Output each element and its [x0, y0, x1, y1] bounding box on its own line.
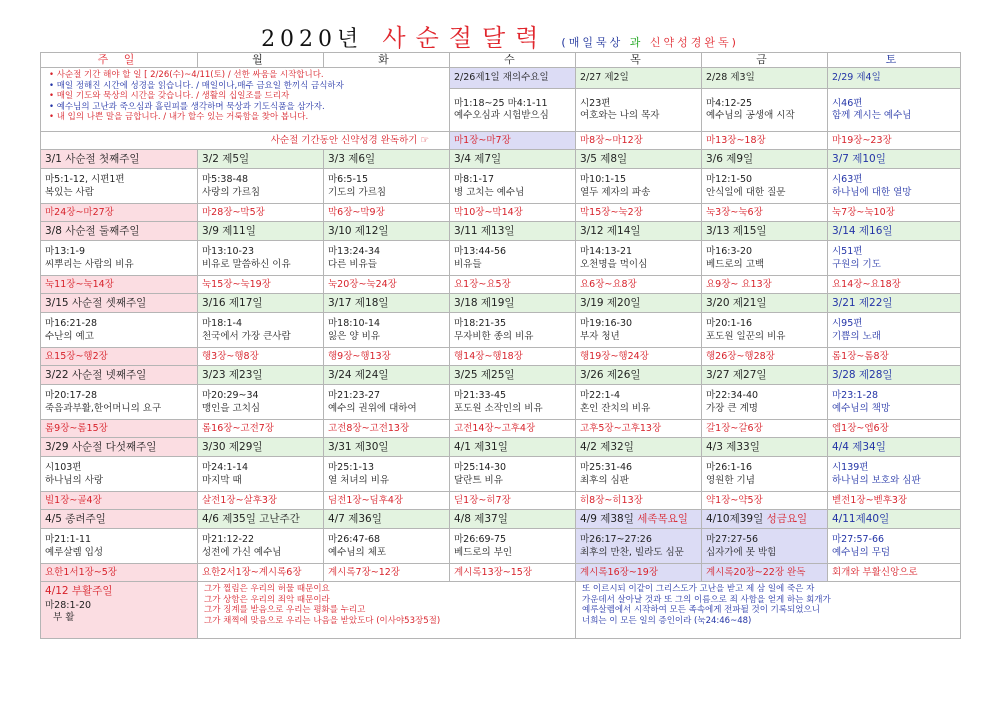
quote-line: 그가 징계를 받음으로 우리는 평화를 누리고 — [204, 605, 366, 615]
day-date: 3/19 제20일 — [576, 294, 702, 313]
day-topic: 마지막 때 — [202, 475, 242, 486]
day-date: 4/5 종려주일 — [41, 510, 198, 529]
weekday-header: 목 — [576, 53, 702, 68]
day-chapters: 행14장~행18장 — [450, 348, 576, 366]
day-chapters: 마13장~18장 — [702, 132, 828, 150]
day-verse: 마20:17-28 — [45, 390, 98, 401]
title-subtitle: (매일묵상 과 신약성경완독) — [561, 36, 739, 49]
day-verse: 시23편 — [580, 98, 611, 109]
day-date: 3/24 제24일 — [324, 366, 450, 385]
day-date: 3/8 사순절 둘째주일 — [41, 222, 198, 241]
day-date: 2/27 제2일 — [576, 68, 702, 89]
week-date-row — [41, 150, 961, 169]
day-content — [828, 457, 961, 492]
day-topic: 하나님에 대한 열망 — [832, 187, 912, 198]
day-chapters: 딛1장~히7장 — [450, 492, 576, 510]
day-content — [450, 529, 576, 564]
day-verse: 마20:29~34 — [202, 390, 259, 401]
day-chapters: 고전8장~고전13장 — [324, 420, 450, 438]
day-content — [450, 457, 576, 492]
day-verse: 마24:1-14 — [202, 462, 249, 473]
day-chapters: 벧전1장~벧후3장 — [828, 492, 961, 510]
day-date: 3/4 제7일 — [450, 150, 576, 169]
day-verse: 마26:47-68 — [328, 534, 381, 545]
day-verse: 마26:69-75 — [454, 534, 507, 545]
day-verse: 마6:5-15 — [328, 174, 368, 185]
day-verse: 마8:1-17 — [454, 174, 494, 185]
day-topic: 베드로의 고백 — [706, 259, 765, 270]
day-content — [41, 385, 198, 420]
day-content — [828, 529, 961, 564]
day-date: 3/1 사순절 첫째주일 — [41, 150, 198, 169]
day-content — [41, 529, 198, 564]
day-date: 3/20 제21일 — [702, 294, 828, 313]
day-topic: 가장 큰 계명 — [706, 403, 758, 414]
day-topic: 열두 제자의 파송 — [580, 187, 651, 198]
day-verse: 마10:1-15 — [580, 174, 627, 185]
day-date: 3/7 제10일 — [828, 150, 961, 169]
day-topic: 예수오심과 시험받으심 — [454, 110, 549, 121]
day-content — [41, 241, 198, 276]
day-date — [702, 510, 828, 529]
day-content — [828, 385, 961, 420]
week-content-row — [41, 385, 961, 420]
day-topic: 영원한 기념 — [706, 475, 755, 486]
day-verse: 마5:1-12, 시편1편 — [45, 174, 125, 185]
day-content — [702, 385, 828, 420]
day-topic: 예수의 권위에 대하여 — [328, 403, 417, 414]
day-content — [450, 89, 576, 132]
day-chapters: 요9장~ 요13장 — [702, 276, 828, 294]
day-topic: 잃은 양 비유 — [328, 331, 380, 342]
day-chapters: 빌1장~골4장 — [41, 492, 198, 510]
day-topic: 최후의 만찬, 빌라도 심문 — [580, 547, 684, 558]
day-chapters: 계시록16장~19장 — [576, 564, 702, 582]
quote-line: 가운데서 살아날 것과 또 그의 이름으로 죄 사함을 얻게 하는 회개가 — [582, 594, 831, 605]
day-topic: 여호와는 나의 목자 — [580, 110, 660, 121]
day-verse: 마23:1-28 — [832, 390, 879, 401]
day-content — [828, 313, 961, 348]
day-date: 3/9 제11일 — [198, 222, 324, 241]
day-date: 3/6 제9일 — [702, 150, 828, 169]
day-chapters: 요15장~행2장 — [41, 348, 198, 366]
day-date: 3/5 제8일 — [576, 150, 702, 169]
day-content — [198, 385, 324, 420]
quote-luke — [576, 582, 961, 639]
day-date: 4/3 제33일 — [702, 438, 828, 457]
day-chapters: 눅15장~눅19장 — [198, 276, 324, 294]
day-chapters: 행26장~행28장 — [702, 348, 828, 366]
day-topic: 죽음과부활,한어머니의 요구 — [45, 403, 162, 414]
day-content — [828, 89, 961, 132]
notice-line: • 예수님의 고난과 죽으심과 흘린피를 생각하며 묵상과 기도식품을 삼가자. — [49, 101, 325, 112]
day-chapters: 막10장~막14장 — [450, 204, 576, 222]
day-verse: 마22:34-40 — [706, 390, 759, 401]
day-verse: 마25:31-46 — [580, 462, 633, 473]
day-chapters: 요한1서1장~5장 — [41, 564, 198, 582]
day-topic: 예수님의 체포 — [328, 547, 387, 558]
day-topic: 함께 계시는 예수님 — [832, 110, 912, 121]
day-chapters: 막15장~눅2장 — [576, 204, 702, 222]
day-topic: 열 처녀의 비유 — [328, 475, 390, 486]
day-date: 3/28 제28일 — [828, 366, 961, 385]
day-content — [41, 169, 198, 204]
day-topic: 복있는 사람 — [45, 187, 94, 198]
day-chapters: 요14장~요18장 — [828, 276, 961, 294]
day-content — [576, 529, 702, 564]
day-chapters: 히8장~히13장 — [576, 492, 702, 510]
day-verse: 마22:1-4 — [580, 390, 620, 401]
notice-line: • 매일 기도와 묵상의 시간을 갖습니다. / 생활의 십일조를 드리자 — [49, 91, 290, 102]
day-topic: 다른 비유들 — [328, 259, 377, 270]
day-date: 4/4 제34일 — [828, 438, 961, 457]
day-content — [450, 385, 576, 420]
lent-calendar-table — [40, 52, 961, 639]
day-topic: 예수님의 공생애 시작 — [706, 110, 795, 121]
day-date: 2/28 제3일 — [702, 68, 828, 89]
day-content — [702, 169, 828, 204]
day-chapters: 살전1장~살후3장 — [198, 492, 324, 510]
day-topic: 하나님의 보호와 심판 — [832, 475, 921, 486]
day-topic: 사랑의 가르침 — [202, 187, 261, 198]
week-chapters-row — [41, 276, 961, 294]
day-date: 3/12 제14일 — [576, 222, 702, 241]
day-verse: 마5:38-48 — [202, 174, 249, 185]
day-verse: 시95편 — [832, 318, 863, 329]
weekday-header: 수 — [450, 53, 576, 68]
weekday-header: 월 — [198, 53, 324, 68]
day-verse: 마21:1-11 — [45, 534, 92, 545]
day-chapters: 행19장~행24장 — [576, 348, 702, 366]
quote-line: 그가 채찍에 맞음으로 우리는 나음을 받았도다 (이사야53장5절) — [204, 615, 441, 626]
weekday-header: 주 일 — [41, 53, 198, 68]
day-date: 2/26제1일 재의수요일 — [450, 68, 576, 89]
day-date: 3/21 제22일 — [828, 294, 961, 313]
day-chapters: 딤전1장~딤후4장 — [324, 492, 450, 510]
day-date: 4/7 제36일 — [324, 510, 450, 529]
week-content-row — [41, 241, 961, 276]
day-date: 3/31 제30일 — [324, 438, 450, 457]
week-date-row — [41, 438, 961, 457]
day-chapters: 계시록13장~15장 — [450, 564, 576, 582]
day-chapters: 롬1장~롬8장 — [828, 348, 961, 366]
day-content — [828, 241, 961, 276]
day-verse: 마26:1-16 — [706, 462, 753, 473]
day-chapters: 마8장~마12장 — [576, 132, 702, 150]
day-content — [324, 529, 450, 564]
day-date: 3/13 제15일 — [702, 222, 828, 241]
day-verse: 마16:3-20 — [706, 246, 753, 257]
day-topic: 하나님의 사랑 — [45, 475, 104, 486]
day-content — [198, 457, 324, 492]
day-verse: 마13:1-9 — [45, 246, 85, 257]
day-topic: 성전에 가신 예수님 — [202, 547, 282, 558]
day-date-main: 4/10제39일 — [706, 513, 767, 525]
lent-notice — [41, 68, 450, 132]
weekday-header: 화 — [324, 53, 450, 68]
week-chapters-row — [41, 204, 961, 222]
day-verse: 마21:12-22 — [202, 534, 255, 545]
notice-footer: 사순절 기간동안 신약성경 완독하기 ☞ — [41, 132, 450, 150]
day-chapters: 마1장~마7장 — [450, 132, 576, 150]
day-content — [450, 169, 576, 204]
day-content — [324, 385, 450, 420]
day-content — [198, 241, 324, 276]
week-chapters-row — [41, 564, 961, 582]
week-content-row — [41, 457, 961, 492]
day-topic: 베드로의 부인 — [454, 547, 513, 558]
weekday-header: 금 — [702, 53, 828, 68]
day-content — [702, 241, 828, 276]
day-verse: 마20:1-16 — [706, 318, 753, 329]
notice-line: • 매일 정해진 시간에 성경을 읽습니다. / 매일이나,매주 금요일 한끼식 금식하자 — [49, 80, 344, 91]
week-content-row — [41, 313, 961, 348]
day-chapters: 롬9장~롬15장 — [41, 420, 198, 438]
day-verse: 마19:16-30 — [580, 318, 633, 329]
title-year: 2020년 — [261, 27, 364, 52]
day-content — [576, 313, 702, 348]
day-date: 3/11 제13일 — [450, 222, 576, 241]
day-topic: 안식일에 대한 질문 — [706, 187, 786, 198]
day-content — [41, 457, 198, 492]
day-verse: 시51편 — [832, 246, 863, 257]
day-verse: 마16:21-28 — [45, 318, 98, 329]
day-date: 3/2 제5일 — [198, 150, 324, 169]
day-date: 3/17 제18일 — [324, 294, 450, 313]
day-topic: 최후의 심판 — [580, 475, 629, 486]
day-topic: 맹인을 고치심 — [202, 403, 261, 414]
day-content — [450, 313, 576, 348]
day-verse: 마18:1-4 — [202, 318, 242, 329]
day-topic: 씨뿌리는 사람의 비유 — [45, 259, 134, 270]
day-date: 3/26 제26일 — [576, 366, 702, 385]
day-chapters: 눅20장~눅24장 — [324, 276, 450, 294]
day-chapters: 행9장~행13장 — [324, 348, 450, 366]
day-date: 3/27 제27일 — [702, 366, 828, 385]
day-date: 3/10 제12일 — [324, 222, 450, 241]
day-content — [576, 89, 702, 132]
week-date-row — [41, 510, 961, 529]
day-verse: 마12:1-50 — [706, 174, 753, 185]
notice-line: • 내 입의 나쁜 말을 금합니다. / 내가 할수 있는 거룩함을 찾아 봅니다. — [49, 112, 309, 123]
day-chapters: 요한2서1장~계시록6장 — [198, 564, 324, 582]
day-chapters: 계시록20장~22장 완독 — [702, 564, 828, 582]
day-chapters: 마19장~23장 — [828, 132, 961, 150]
day-content — [324, 169, 450, 204]
day-chapters: 갈1장~갈6장 — [702, 420, 828, 438]
easter-row — [41, 582, 961, 639]
day-topic: 천국에서 가장 큰사람 — [202, 331, 291, 342]
day-topic: 비유로 말씀하신 이유 — [202, 259, 291, 270]
day-content — [324, 313, 450, 348]
day-date: 3/30 제29일 — [198, 438, 324, 457]
day-verse: 마26:17~27:26 — [580, 534, 652, 545]
day-content — [198, 313, 324, 348]
day-chapters: 요1장~요5장 — [450, 276, 576, 294]
day-date: 3/23 제23일 — [198, 366, 324, 385]
day-date: 4/11제40일 — [828, 510, 961, 529]
day-content — [576, 241, 702, 276]
day-verse: 마4:12-25 — [706, 98, 753, 109]
day-topic: 기도의 가르침 — [328, 187, 387, 198]
day-verse: 마13:10-23 — [202, 246, 255, 257]
day-topic: 달란트 비유 — [454, 475, 503, 486]
day-topic: 병 고치는 예수님 — [454, 187, 525, 198]
week-date-row — [41, 294, 961, 313]
day-chapters: 롬16장~고전7장 — [198, 420, 324, 438]
day-chapters: 눅11장~눅14장 — [41, 276, 198, 294]
day-topic: 부자 청년 — [580, 331, 620, 342]
day-date: 4/2 제32일 — [576, 438, 702, 457]
day-date-event: 세족목요일 — [637, 513, 688, 525]
day-verse: 마25:1-13 — [328, 462, 375, 473]
day-content — [41, 313, 198, 348]
day-verse: 마21:33-45 — [454, 390, 507, 401]
day-content — [828, 169, 961, 204]
day-verse: 마18:21-35 — [454, 318, 507, 329]
day-chapters: 눅3장~눅6장 — [702, 204, 828, 222]
easter-verse: 마28:1-20 — [45, 600, 92, 611]
day-chapters: 고전14장~고후4장 — [450, 420, 576, 438]
day-verse: 마18:10-14 — [328, 318, 381, 329]
day-chapters: 마28장~막5장 — [198, 204, 324, 222]
day-chapters: 엡1장~엡6장 — [828, 420, 961, 438]
day-chapters: 행3장~행8장 — [198, 348, 324, 366]
quote-line: 예루살렘에서 시작하여 모든 족속에게 전파될 것이 기록되었으니 — [582, 605, 820, 615]
day-verse: 시103편 — [45, 462, 82, 473]
easter-topic: 부 활 — [53, 612, 75, 623]
day-topic: 무자비한 종의 비유 — [454, 331, 534, 342]
day-verse: 마13:24-34 — [328, 246, 381, 257]
easter-date: 4/12 부활주일 — [45, 585, 113, 597]
day-content — [198, 169, 324, 204]
day-verse: 마21:23-27 — [328, 390, 381, 401]
quote-line: 그가 찔림은 우리의 허물 때문이요 — [204, 584, 330, 594]
week-content-row — [41, 529, 961, 564]
day-date — [576, 510, 702, 529]
week-date-row — [41, 366, 961, 385]
day-date: 3/15 사순절 셋째주일 — [41, 294, 198, 313]
day-chapters: 요6장~요8장 — [576, 276, 702, 294]
quote-line: 또 이르시되 이같이 그리스도가 고난을 받고 제 삼 일에 죽은 자 — [582, 584, 815, 594]
day-verse: 마27:27-56 — [706, 534, 759, 545]
day-topic: 오천명을 먹이심 — [580, 259, 648, 270]
day-verse: 마1:18~25 마4:1-11 — [454, 98, 548, 109]
day-topic: 예루살렘 입성 — [45, 547, 104, 558]
day-content — [702, 313, 828, 348]
day-topic: 예수님의 무덤 — [832, 547, 891, 558]
week0-chapters-row — [41, 132, 961, 150]
day-date: 4/6 제35일 고난주간 — [198, 510, 324, 529]
day-date: 3/3 제6일 — [324, 150, 450, 169]
day-date: 3/25 제25일 — [450, 366, 576, 385]
day-chapters: 마24장~마27장 — [41, 204, 198, 222]
day-verse: 마14:13-21 — [580, 246, 633, 257]
week-chapters-row — [41, 348, 961, 366]
day-verse: 시139편 — [832, 462, 869, 473]
day-content — [702, 457, 828, 492]
day-verse: 시46편 — [832, 98, 863, 109]
calendar-title — [0, 18, 1000, 53]
day-verse: 시63편 — [832, 174, 863, 185]
day-date: 3/18 제19일 — [450, 294, 576, 313]
day-content — [450, 241, 576, 276]
day-content — [198, 529, 324, 564]
day-topic: 수난의 예고 — [45, 331, 94, 342]
quote-line: 너희는 이 모든 일의 증인이라 (눅24:46~48) — [582, 615, 752, 626]
day-chapters: 회개와 부활신앙으로 — [828, 564, 961, 582]
day-date: 3/29 사순절 다섯째주일 — [41, 438, 198, 457]
day-topic: 예수님의 책망 — [832, 403, 891, 414]
day-verse: 마13:44-56 — [454, 246, 507, 257]
title-main: 사순절달력 — [382, 24, 549, 52]
day-chapters: 눅7장~눅10장 — [828, 204, 961, 222]
week-date-row — [41, 222, 961, 241]
day-content — [576, 385, 702, 420]
day-chapters: 막6장~막9장 — [324, 204, 450, 222]
day-chapters: 계시록7장~12장 — [324, 564, 450, 582]
day-date: 3/22 사순절 넷째주일 — [41, 366, 198, 385]
day-content — [702, 529, 828, 564]
day-content — [576, 169, 702, 204]
week0-date-row — [41, 68, 961, 89]
day-date: 2/29 제4일 — [828, 68, 961, 89]
weekday-header-row — [41, 53, 961, 68]
day-content — [324, 457, 450, 492]
week-chapters-row — [41, 420, 961, 438]
day-verse: 마25:14-30 — [454, 462, 507, 473]
week-chapters-row — [41, 492, 961, 510]
day-chapters: 약1장~약5장 — [702, 492, 828, 510]
week-content-row — [41, 169, 961, 204]
quote-isaiah — [198, 582, 576, 639]
day-topic: 포도원 일꾼의 비유 — [706, 331, 786, 342]
weekday-header: 토 — [828, 53, 961, 68]
day-content — [324, 241, 450, 276]
notice-line: • 사순절 기간 해야 할 일 [ 2/26(수)~4/11(토) / 선한 싸움을 시작합니다. — [49, 70, 324, 80]
easter-cell — [41, 582, 198, 639]
day-topic: 구원의 기도 — [832, 259, 881, 270]
day-chapters: 고후5장~고후13장 — [576, 420, 702, 438]
day-topic: 혼인 잔치의 비유 — [580, 403, 651, 414]
day-date-event: 성금요일 — [766, 513, 808, 525]
quote-line: 그가 상함은 우리의 죄악 때문이라 — [204, 594, 330, 605]
day-topic: 포도원 소작인의 비유 — [454, 403, 543, 414]
day-content — [576, 457, 702, 492]
day-date: 3/14 제16일 — [828, 222, 961, 241]
day-date: 4/1 제31일 — [450, 438, 576, 457]
day-topic: 십자가에 못 박힘 — [706, 547, 777, 558]
day-topic: 기쁨의 노래 — [832, 331, 881, 342]
day-topic: 비유들 — [454, 259, 482, 270]
day-content — [702, 89, 828, 132]
day-date: 4/8 제37일 — [450, 510, 576, 529]
day-date: 3/16 제17일 — [198, 294, 324, 313]
day-date-main: 4/9 제38일 — [580, 513, 638, 525]
day-verse: 마27:57-66 — [832, 534, 885, 545]
